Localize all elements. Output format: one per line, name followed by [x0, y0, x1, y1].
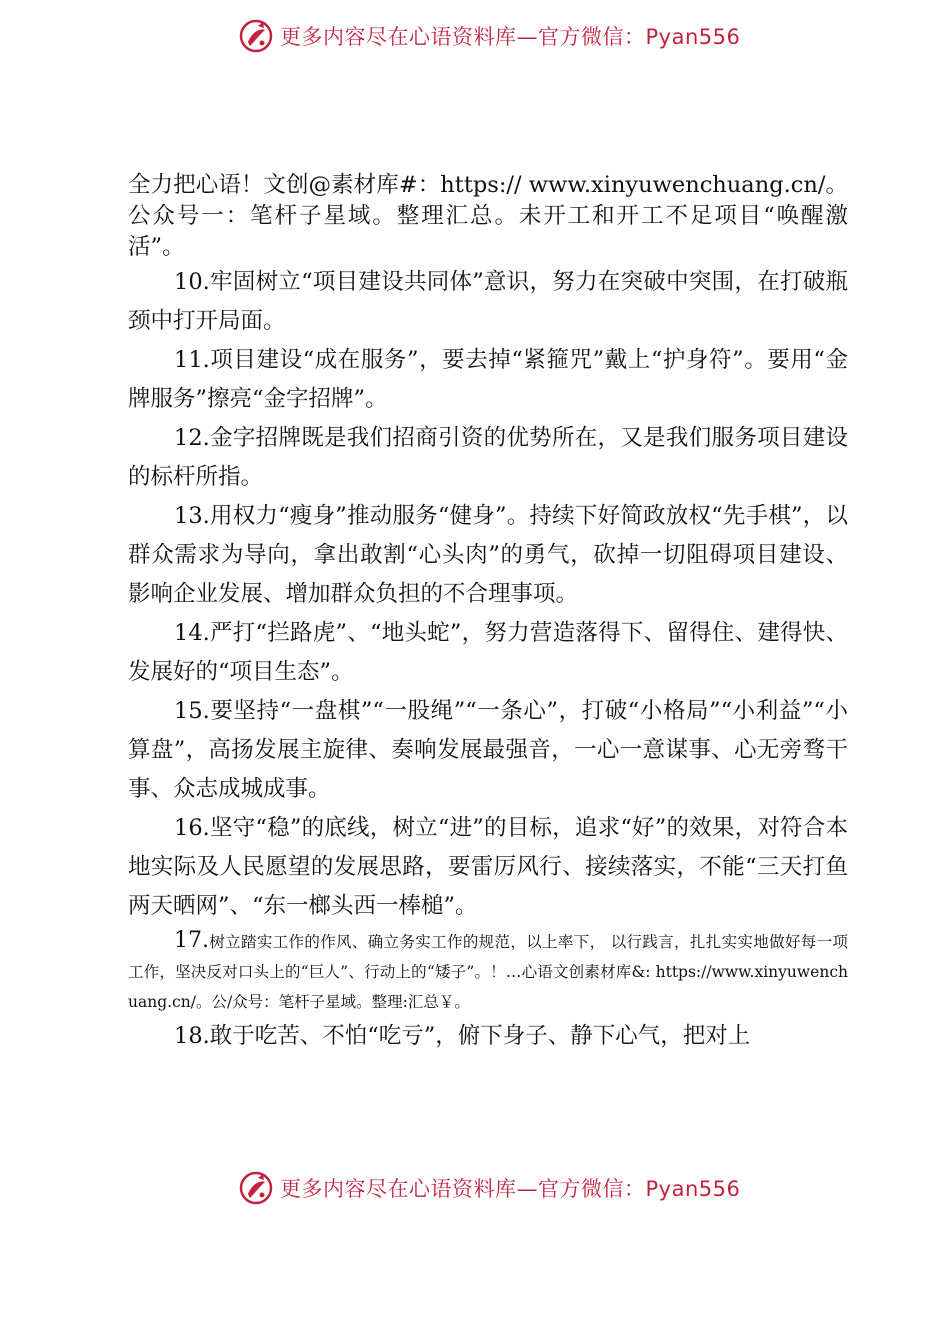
- paragraph-16: 16.坚守“稳”的底线，树立“进”的目标，追求“好”的效果，对符合本地实际及人民愿望的发展思路，要雷厉风行、接续落实，不能“三天打鱼两天晒网”、“东一榔头西一棒槌”。: [128, 815, 848, 919]
- paragraph-17-number: 17.: [174, 928, 209, 953]
- paragraph-17-text: 树立踏实工作的作风、确立务实工作的规范，以上率下， 以行践言，扎扎实实地做好每一项工作，坚决反对口头上的“巨人”、行动上的“矮子”。！…心语文创素材库&: https://www.xinyuwenchuang.cn/。公/众号：笔杆子星域。整理:汇总￥。: [128, 933, 848, 1011]
- footer-banner-text: 更多内容尽在心语资料库—官方微信：Pyan556: [280, 1177, 741, 1201]
- seal-logo-icon: [238, 1170, 274, 1206]
- header-banner-text: 更多内容尽在心语资料库—官方微信：Pyan556: [280, 25, 741, 49]
- paragraph-11: 11.项目建设“成在服务”，要去掉“紧箍咒”戴上“护身符”。要用“金牌服务”擦亮“金字招牌”。: [128, 347, 848, 412]
- paragraph-15: 15.要坚持“一盘棋”“一股绳”“一条心”，打破“小格局”“小利益”“小算盘”，高扬发展主旋律、奏响发展最强音，一心一意谋事、心无旁骛干事、众志成城成事。: [128, 698, 848, 802]
- seal-logo-icon: [238, 18, 274, 54]
- paragraph-18: 18.敢于吃苦、不怕“吃亏”，俯下身子、静下心气，把对上: [174, 1023, 751, 1049]
- paragraph-13: 13.用权力“瘦身”推动服务“健身”。持续下好简政放权“先手棋”，以群众需求为导向，拿出敢割“心头肉”的勇气，砍掉一切阻碍项目建设、影响企业发展、增加群众负担的不合理事项。: [128, 503, 848, 607]
- document-body: [128, 170, 848, 1056]
- paragraph-10: 10.牢固树立“项目建设共同体”意识，努力在突破中突围，在打破瓶颈中打开局面。: [128, 269, 848, 334]
- footer-banner: [238, 1168, 758, 1208]
- paragraph-17: [128, 926, 848, 1017]
- paragraph-14: 14.严打“拦路虎”、“地头蛇”，努力营造落得下、留得住、建得快、发展好的“项目生态”。: [128, 620, 848, 685]
- header-banner: [238, 16, 758, 56]
- paragraph-12: 12.金字招牌既是我们招商引资的优势所在，又是我们服务项目建设的标杆所指。: [128, 425, 848, 490]
- intro-paragraph: 全力把心语！文创@素材库#：https:// www.xinyuwenchuang.cn/。公众号一：笔杆子星域。整理汇总。未开工和开工不足项目“唤醒激活”。: [128, 172, 848, 260]
